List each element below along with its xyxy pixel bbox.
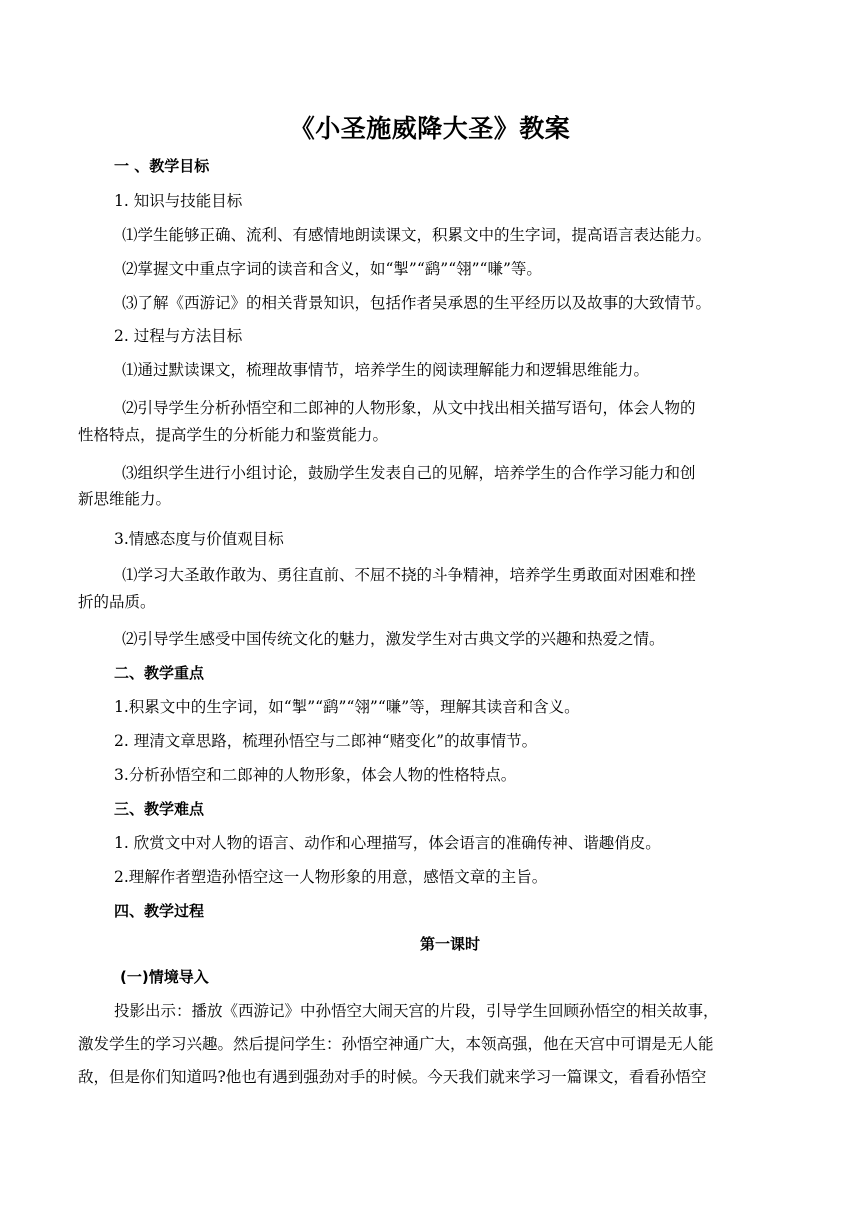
intro-paragraph-line: 投影出示：播放《西游记》中孙悟空大闹天宫的片段，引导学生回顾孙悟空的相关故事， xyxy=(114,1002,719,1020)
objective-item: ⑴学生能够正确、流利、有感情地朗读课文，积累文中的生字词，提高语言表达能力。 xyxy=(122,226,712,244)
objective-item-continuation: 新思维能力。 xyxy=(78,490,172,508)
objective-item-continuation: 性格特点，提高学生的分析能力和鉴赏能力。 xyxy=(78,426,389,444)
subheading-attitude-values: 3.情感态度与价值观目标 xyxy=(114,530,284,548)
objective-item: ⑵引导学生感受中国传统文化的魅力，激发学生对古典文学的兴趣和热爱之情。 xyxy=(122,630,665,648)
subheading-scene-intro: (一)情境导入 xyxy=(120,968,209,986)
objective-item: ⑴通过默读课文，梳理故事情节，培养学生的阅读理解能力和逻辑思维能力。 xyxy=(122,361,650,379)
intro-paragraph-line: 激发学生的学习兴趣。然后提问学生：孙悟空神通广大，本领高强，他在天宫中可谓是无人能 xyxy=(78,1035,714,1053)
section-heading-key-points: 二、教学重点 xyxy=(114,664,205,682)
lesson-label: 第一课时 xyxy=(419,935,480,953)
section-heading-difficulties: 三、教学难点 xyxy=(114,800,205,818)
objective-item: ⑴学习大圣敢作敢为、勇往直前、不屈不挠的斗争精神，培养学生勇敢面对困难和挫 xyxy=(122,566,696,584)
objective-item: ⑵掌握文中重点字词的读音和含义，如“掣”“鹞”“翎”“嗛”等。 xyxy=(122,260,542,278)
key-point-item: 2. 理清文章思路，梳理孙悟空与二郎神“赌变化”的故事情节。 xyxy=(114,732,538,750)
section-heading-process: 四、教学过程 xyxy=(114,902,205,920)
objective-item: ⑵引导学生分析孙悟空和二郎神的人物形象，从文中找出相关描写语句，体会人物的 xyxy=(122,399,696,417)
objective-item: ⑶了解《西游记》的相关背景知识，包括作者吴承恩的生平经历以及故事的大致情节。 xyxy=(122,294,712,312)
key-point-item: 3.分析孙悟空和二郎神的人物形象，体会人物的性格特点。 xyxy=(114,766,517,784)
section-heading-objectives: 一 、教学目标 xyxy=(114,157,210,175)
intro-paragraph-line: 敌，但是你们知道吗?他也有遇到强劲对手的时候。今天我们就来学习一篇课文，看看孙悟空 xyxy=(78,1068,707,1086)
key-point-item: 1.积累文中的生字词，如“掣”“鹞”“翎”“嗛”等，理解其读音和含义。 xyxy=(114,698,580,716)
objective-item: ⑶组织学生进行小组讨论，鼓励学生发表自己的见解，培养学生的合作学习能力和创 xyxy=(122,464,696,482)
subheading-process-method: 2. 过程与方法目标 xyxy=(114,327,243,345)
objective-item-continuation: 折的品质。 xyxy=(78,593,156,611)
difficulty-item: 1. 欣赏文中对人物的语言、动作和心理描写，体会语言的准确传神、谐趣俏皮。 xyxy=(114,834,661,852)
subheading-knowledge-skills: 1. 知识与技能目标 xyxy=(114,192,243,210)
difficulty-item: 2.理解作者塑造孙悟空这一人物形象的用意，感悟文章的主旨。 xyxy=(114,868,548,886)
document-title: 《小圣施威降大圣》教案 xyxy=(289,114,571,143)
